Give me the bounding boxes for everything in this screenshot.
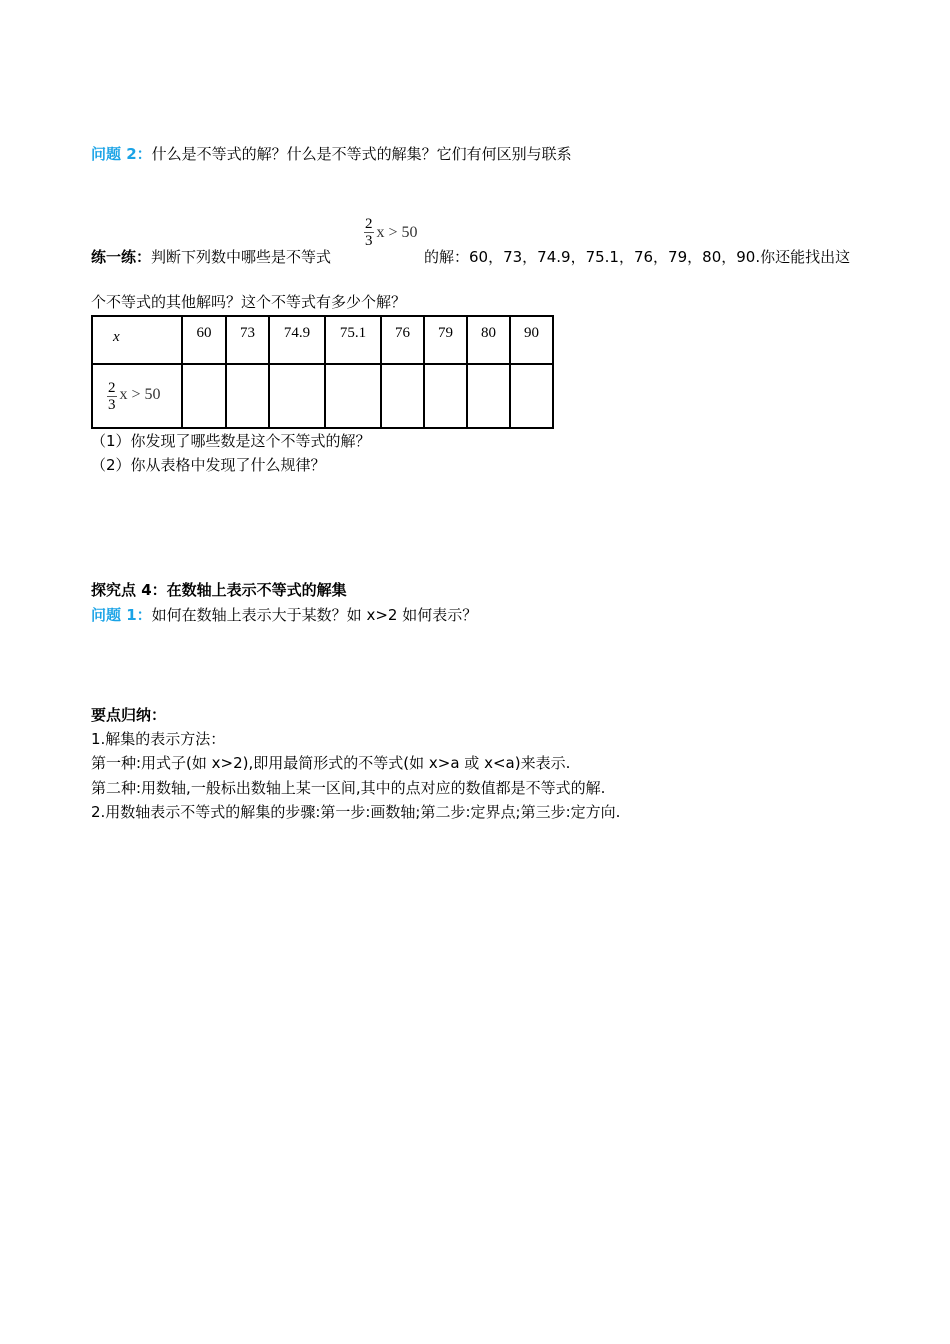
inequality-numerator: 2 — [365, 216, 373, 232]
table-answer-cell[interactable] — [381, 364, 424, 428]
practice-text-after: 的解：60，73，74.9，75.1，76，79，80，90.你还能找出这 — [424, 248, 851, 266]
summary-line-1: 1.解集的表示方法： — [91, 730, 226, 748]
table-answer-cell[interactable] — [325, 364, 381, 428]
table-inequality-rest: x > 50 — [119, 386, 161, 404]
practice-line-1 — [91, 247, 331, 267]
table-inequality-denominator: 3 — [108, 396, 116, 413]
table-header-inequality — [92, 364, 182, 428]
explore-4-q1-label: 问题 1： — [91, 606, 152, 624]
table-value-cell: 75.1 — [325, 316, 381, 364]
table-row-inequality — [92, 364, 553, 428]
summary-line-3: 第二种:用数轴,一般标出数轴上某一区间,其中的点对应的数值都是不等式的解. — [91, 779, 606, 797]
practice-inequality — [364, 216, 418, 249]
explore-4-title: 探究点 4：在数轴上表示不等式的解集 — [91, 581, 347, 599]
practice-line-2: 个不等式的其他解吗？这个不等式有多少个解？ — [91, 293, 407, 311]
question-2-label: 问题 2： — [91, 145, 152, 163]
inequality-fraction — [364, 216, 374, 249]
table-header-x: x — [92, 316, 182, 364]
table-answer-cell[interactable] — [182, 364, 226, 428]
question-2 — [91, 144, 572, 164]
practice-text-before: 判断下列数中哪些是不等式 — [151, 248, 332, 266]
table-value-cell: 79 — [424, 316, 467, 364]
summary-title: 要点归纳： — [91, 706, 167, 724]
table-answer-cell[interactable] — [510, 364, 553, 428]
table-row-x — [92, 316, 553, 364]
table-answer-cell[interactable] — [424, 364, 467, 428]
table-value-cell: 73 — [226, 316, 269, 364]
table-value-cell: 76 — [381, 316, 424, 364]
table-answer-cell[interactable] — [467, 364, 510, 428]
inequality-rest: x > 50 — [376, 224, 418, 241]
table-value-cell: 74.9 — [269, 316, 325, 364]
inequality-denominator: 3 — [365, 233, 373, 249]
sub-question-2: （2）你从表格中发现了什么规律？ — [91, 456, 326, 474]
table-inequality-fraction — [107, 380, 117, 413]
table-answer-cell[interactable] — [226, 364, 269, 428]
question-2-text: 什么是不等式的解？什么是不等式的解集？它们有何区别与联系 — [151, 145, 572, 163]
practice-label: 练一练： — [91, 248, 152, 266]
solution-table — [91, 315, 554, 429]
explore-4-question-1 — [91, 605, 477, 625]
summary-line-2: 第一种:用式子(如 x>2),即用最简形式的不等式(如 x>a 或 x<a)来表示. — [91, 754, 571, 772]
table-answer-cell[interactable] — [269, 364, 325, 428]
table-value-cell: 60 — [182, 316, 226, 364]
table-value-cell: 80 — [467, 316, 510, 364]
explore-4-q1-text: 如何在数轴上表示大于某数？如 x>2 如何表示？ — [151, 606, 478, 624]
summary-line-4: 2.用数轴表示不等式的解集的步骤:第一步:画数轴;第二步:定界点;第三步:定方向. — [91, 803, 621, 821]
sub-question-1: （1）你发现了哪些数是这个不等式的解？ — [91, 432, 371, 450]
table-value-cell: 90 — [510, 316, 553, 364]
table-inequality-numerator: 2 — [108, 379, 116, 396]
